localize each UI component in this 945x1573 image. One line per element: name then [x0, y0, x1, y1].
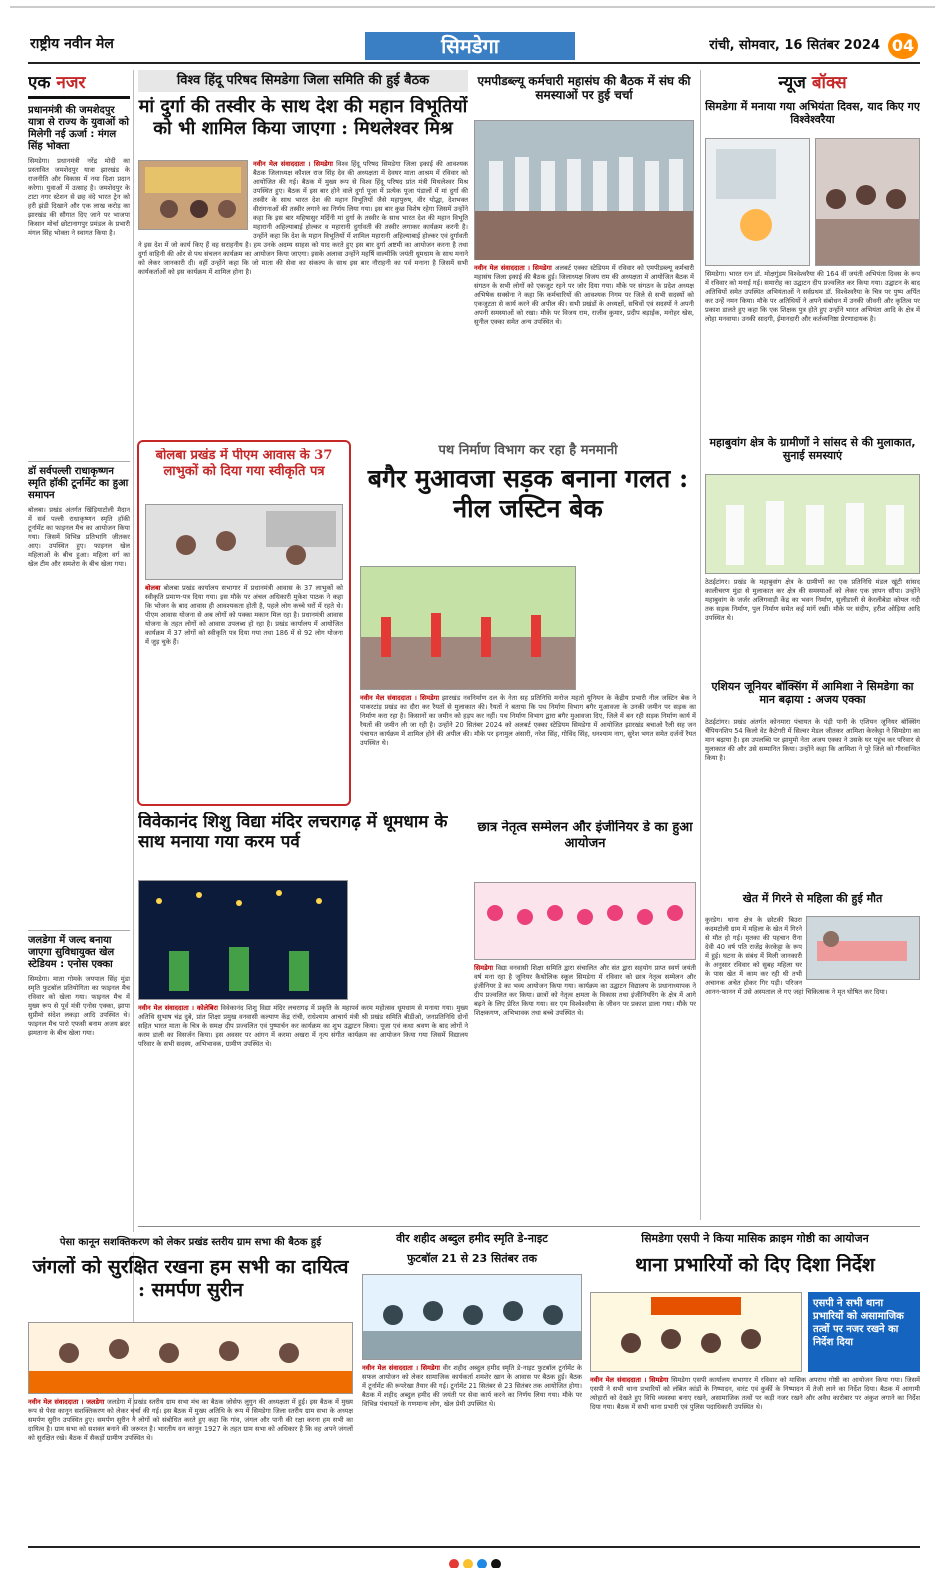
header-word-1: एक — [28, 73, 51, 93]
crime-story — [590, 1376, 920, 1536]
brief-item — [28, 105, 130, 457]
road-body: झारखंड नवनिर्माण दल के नेता सह प्रतिनिधि मनोज महतो यूनियन के केंद्रीय प्रभारी नील जस्टिन बेक ने पाकरटांड़ प्रखंड का दौरा कर रैयतों से मुलाकात की। रैयतों ने बताया कि पथ निर्माण विभाग बगैर मुआवजा के उनकी जमीन पर सड़क का निर्माण करा रहा है। किसानों का जमीन को हड़प कर नहीं। पथ निर्माण विभाग द्वारा बगैर मुआवजा दिए, जिले में बन रही सड़क निर्माण कार्य में रैयतों की जमीन ली जा रही है। उन्होंने 20 सितंबर 2024 को अलबर्ट एक्का स्टेडियम सिमडेगा में आयोजित झारखंड बचाओ रैली सह जन पंचायत कार्यक्रम में शामिल होने की अपील की। मौके पर इनामुल अंसारी, नरेश सिंह, गोविंद सिंह, धनश्याम नाग, सुरेश भगत समेत दर्जनों रैयत उपस्थित थे। — [360, 694, 696, 747]
death-headline: खेत में गिरने से महिला की हुई मौत — [742, 892, 883, 905]
divider — [28, 461, 130, 462]
engineer-day-photos — [705, 138, 920, 266]
masthead-rule — [28, 62, 920, 64]
amsa-byline: नवीन मेल संवाददाता । सिमडेगा — [474, 264, 552, 272]
crime-byline: नवीन मेल संवाददाता । सिमडेगा — [590, 1376, 669, 1384]
football-body: वीर शहीद अब्दुल हमीद स्मृति डे-नाइट फुटबॉल टूर्नामेंट के सफल आयोजन को लेकर सामाजिक कार्यकर्ता शमशेर खान के आवास पर बैठक हुई। बैठक में टूर्नामेंट की रूपरेखा तैयार की गई। टूर्नामेंट 21 सितंबर से 23 सितंबर तक आयोजित होगा। बैठक में शहीद अब्दुल हमीद की जयंती पर सेवा कार्य करने का निर्णय लिया गया। मौके पर विभिन्न पंचायतों के गणमान्य लोग, खेल प्रेमी उपस्थित थे। — [362, 1364, 582, 1408]
football-headline: फुटबॉल 21 से 23 सितंबर तक — [407, 1252, 537, 1265]
brief-item — [28, 466, 130, 926]
color-dot — [477, 1559, 487, 1568]
color-dot — [449, 1559, 459, 1568]
news-box-word-2: बॉक्स — [811, 73, 847, 93]
bolba-body: बोलबा प्रखंड कार्यालय सभागार में प्रधानमंत्री आवास के 37 लाभुकों को स्वीकृति प्रमाण-पत्र दिया गया। इस मौके पर अंचल अधिकारी मुकेश पाठक ने कहा कि भोजन के बाद आवास ही आवश्यकता होती है, पहले लोग कच्चे घरों में रहते थे। पीएम आवास योजना से अब लोगों को पक्का मकान मिल रहा है। प्रधानमंत्री आवास योजना के तहत लोगों को आवास उपलब्ध हो रहा है। प्रखंड कार्यालय में आयोजित कार्यक्रम में 37 लोगों को स्वीकृति पत्र दिया गया तथा 186 में से 92 लोग योजना में जुड़ चुके हैं। — [145, 584, 343, 646]
crime-callout: एसपी ने सभी थाना प्रभारियों को असामाजिक तत्वों पर नजर रखने का निर्देश दिया — [808, 1292, 920, 1372]
chhatra-headline: छात्र नेतृत्व सम्मेलन और इंजीनियर डे का हुआ आयोजन — [477, 820, 693, 851]
bolba-headline: बोलबा प्रखंड में पीएम आवास के 37 लाभुकों को दिया गया स्वीकृति पत्र — [155, 448, 333, 479]
forest-photo-img — [28, 1322, 353, 1394]
paper-name: राष्ट्रीय नवीन मेल — [30, 36, 114, 52]
crime-headline: थाना प्रभारियों को दिए दिशा निर्देश — [635, 1254, 875, 1276]
road-byline: नवीन मेल संवाददाता । सिमडेगा — [360, 694, 440, 702]
road-photo-img — [360, 566, 576, 690]
chhatra-story — [474, 964, 696, 1224]
bolba-photo-img — [145, 504, 343, 580]
issue-date: रांची, सोमवार, 16 सितंबर 2024 — [709, 38, 880, 53]
vhp-kicker: विश्व हिंदू परिषद सिमडेगा जिला समिति की हुई बैठक — [138, 70, 468, 92]
engineer-day-headline: सिमडेगा में मनाया गया अभियंता दिवस, याद किए गए विश्वेश्वरैया — [705, 100, 920, 127]
section-header — [28, 70, 130, 99]
forest-headline: जंगलों को सुरक्षित रखना हम सभी का दायित्व : समर्पण सुरीन — [32, 1256, 349, 1301]
amsa-body: अलबर्ट एक्का स्टेडियम में रविवार को एमपीडब्ल्यू कर्मचारी महासंघ जिला इकाई की बैठक हुई। जिलाध्यक्ष विजय राम की अध्यक्षता में आयोजित बैठक में संगठन के सभी लोगों को एकजुट रहने पर जोर दिया गया। मौके पर संगठन के प्रदेश अध्यक्ष अभिषेक सक्सेना ने कहा कि कर्मचारियों की आवश्यक निगम पर जिले से सभी सदस्यों को एकजुटता से कार्य करने की अपील की। सभी प्रखंडों के अध्यक्षों, सचिवों एवं सदस्यों ने अपनी अपनी समस्याओं को रखा। मौके पर विजय राम, राजीव कुमार, प्रदीप बड़ाईक, मनोहर खेस, सुनील एक्का समेत अन्य उपस्थित थे। — [474, 264, 694, 326]
football-photo-img — [362, 1274, 582, 1360]
amsa-photo-img — [474, 120, 694, 260]
crime-photo — [590, 1292, 802, 1372]
mp-meeting-photo — [705, 474, 920, 574]
football-photo — [362, 1274, 582, 1360]
mp-meeting-headline: महाबुवांग क्षेत्र के ग्रामीणों ने सांसद से की मुलाकात, सुनाई समस्याएं — [709, 436, 916, 463]
engineer-day-photo-2 — [815, 138, 920, 266]
karam-body: विवेकानंद शिशु विद्या मंदिर लचरागढ़ में प्रकृति के महापर्व करम महोत्सव धूमधाम से मनाया गया। मुख्य अतिथि सुभाष चंद्र दुबे, प्रांत शिक्षा प्रमुख वनवासी कल्याण केंद्र रांची, राधेश्याम आचार्य मंत्री श्री प्रखंड समिति बीडीओ, जनप्रतिनिधि दोनों सहित भारत माता के चित्र के समक्ष दीप प्रज्वलित एवं पुष्पार्चन कर कार्यक्रम का शुभ उद्घाटन किया। पूजा एवं कथा श्रवण के बाद लोगों ने करम डाली का विसर्जन किया। इस अवसर पर आंगन में करमा अखरा में नृत्य संगीत कार्यक्रम का आयोजन किया गया जिसमें विद्यालय परिवार के सभी सदस्य, अभिभावक, ग्रामीण उपस्थित थे। — [138, 1004, 468, 1048]
column-divider — [133, 70, 134, 1420]
color-dot — [491, 1559, 501, 1568]
death-photo — [806, 916, 920, 980]
chhatra-photo-img — [474, 882, 696, 960]
footer-rule — [28, 1546, 920, 1548]
football-byline: नवीन मेल संवाददाता । सिमडेगा — [362, 1364, 440, 1372]
forest-story — [28, 1398, 353, 1536]
brief-headline: जलडेगा में जल्द बनाया जाएगा सुविधायुक्त खेल स्टेडियम : एनोस एक्का — [28, 935, 115, 970]
boxing-headline: एशियन जूनियर बॉक्सिंग में आमिशा ने सिमडेगा का मान बढ़ाया : अजय एक्का — [711, 680, 914, 707]
chhatra-byline: सिमडेगा — [474, 964, 494, 972]
karam-headline: विवेकानंद शिशु विद्या मंदिर लचरागढ़ में धूमधाम के साथ मनाया गया करम पर्व — [138, 812, 448, 853]
brief-body: सिमडेगा। प्रधानमंत्री नरेंद्र मोदी का प्रस्तावित जमशेदपुर यात्रा झारखंड के राजनीति और विकास में नया दिशा प्रदान करेगा। युवाओं में उत्साह है। जमशेदपुर के टाटा नगर स्टेशन से छह वंदे भारत ट्रेन को हरी झंडी दिखाने और एक लाख करोड़ का झारखंड की सौगात दिए जाने पर भाजपा किसान मोर्चा छोटानागपुर प्रमंडल के प्रभारी मंगल सिंह भोक्ता ने स्वागत किया है। — [28, 157, 130, 237]
road-story — [360, 694, 696, 806]
brief-headline: डॉ सर्वपल्ली राधाकृष्णन स्मृति हॉकी टूर्नामेंट का हुआ समापन — [28, 466, 129, 501]
karam-byline: नवीन मेल संवाददाता । कोलेबिरा — [138, 1004, 218, 1012]
karam-story — [138, 1004, 468, 1224]
bolba-story — [145, 584, 343, 800]
engineer-day-photo-1 — [705, 138, 810, 266]
forest-body: जलडेगा में प्रखंड स्तरीय ग्राम सभा मंच का बैठक जोसेफ लुगुन की अध्यक्षता में हुई। इस बैठक में मुख्य रूप से पेसा कानून सशक्तिकरण को लेकर चर्चा की गई। इस बैठक में मुख्य अतिथि के रूप में सिमडेगा जिला स्तरीय ग्राम सभा के अध्यक्ष समर्पण सुरीन उपस्थित हुए। समर्पण सुरीन ने लोगों को संबोधित करते हुए कहा कि गांव, जंगल और पानी की रक्षा करना हम सभी का दायित्व है। ग्राम सभा को सशक्त बनाने की जरूरत है। भारतीय वन कानून 1927 के तहत ग्राम सभा को अधिकार है कि वह अपने जंगलों को सुरक्षित रखे। बैठक में सैकड़ों ग्रामीण उपस्थित थे। — [28, 1398, 353, 1442]
vhp-story — [138, 160, 468, 460]
chhatra-photo — [474, 882, 696, 960]
football-kicker: वीर शहीद अब्दुल हमीद स्मृति डे-नाइट — [396, 1232, 548, 1245]
road-kicker: पथ निर्माण विभाग कर रहा है मनमानी — [360, 440, 696, 460]
divider — [28, 930, 130, 931]
vhp-headline: मां दुर्गा की तस्वीर के साथ देश की महान विभूतियों को भी शामिल किया जाएगा : मिथलेश्वर मिश्र — [138, 96, 468, 139]
news-box-word-1: न्यूज — [778, 73, 806, 93]
color-dot — [463, 1559, 473, 1568]
engineer-day-body: सिमडेगा। भारत रत्न डॉ. मोक्षगुंडम विश्वेश्वरैया की 164 वीं जयंती अभियंता दिवस के रूप में रविवार को मनाई गई। समारोह का उद्घाटन दीप प्रज्वलित कर किया गया। उद्घाटन के बाद अतिथियों समेत उपस्थित अभियंताओं ने सर्वप्रथम डॉ. विश्वेश्वरैया के चित्र पर पुष्प अर्पित कर उन्हें नमन किया। मौके पर अतिथियों ने अपने संबोधन में उनकी जीवनी और कृतित्व पर प्रकाश डालते हुए कहा कि एक शिक्षक पुत्र होते हुए उन्होंने भारत अभियंता आदि के क्षेत्र में लोहा मनवाया। उनकी सादगी, ईमानदारी और कर्तव्यनिष्ठा प्रेरणादायक है। — [705, 270, 920, 323]
news-box-header — [705, 70, 920, 96]
road-headline: बगैर मुआवजा सड़क बनाना गलत : नील जस्टिन बेक — [367, 464, 689, 523]
bottom-section-rule — [138, 1226, 920, 1227]
header-word-2: नजर — [56, 73, 86, 93]
amsa-headline: एमपीडब्ल्यू कर्मचारी महासंघ की बैठक में संघ की समस्याओं पर हुई चर्चा — [477, 74, 691, 103]
road-photo — [360, 566, 576, 690]
bolba-photo — [145, 504, 343, 580]
crime-kicker: सिमडेगा एसपी ने किया मासिक क्राइम गोष्ठी का आयोजन — [641, 1232, 869, 1245]
bolba-byline: बोलबा — [145, 584, 161, 592]
football-story — [362, 1364, 582, 1536]
mp-meeting-body: ठेठईटांगर। प्रखंड के महाबुवांग क्षेत्र के ग्रामीणों का एक प्रतिनिधि मंडल खूंटी सांसद कालीचरण मुंडा से मुलाकात कर क्षेत्र की समस्याओं को लेकर एक ज्ञापन सौंपा। उन्होंने महाबुवांग के जर्जर अलिगवाड़ी केंद्र का भवन निर्माण, सुलीडाली से केरलीबेडा कोयल नदी तक सड़क निर्माण, पुल निर्माण समेत कई मांगें रखीं। मौके पर संदीप, हरीश ओड़िया आदि उपस्थित थे। — [705, 578, 920, 622]
death-story — [705, 916, 920, 1216]
vhp-body: विश्व हिंदू परिषद सिमडेगा जिला इकाई की आवश्यक बैठक जिलाध्यक्ष कौशल राज सिंह देव की अध्यक्षता में देवघर माता आश्रम में रविवार को आयोजित की गई। बैठक में मुख्य रूप से विश्व हिंदू परिषद प्रांत मंत्री मिथलेश्वर मिश्र उपस्थित हुए। बैठक में इस बार होने वाले दुर्गा पूजा में प्रत्येक पूजा पंडालों में मां दुर्गा की तस्वीर के साथ भारत देश की महान विभूतियों जैसे महापुरुष, वीर योद्धा, देशभक्त वीरांगनाओं की तस्वीर लगाने का निर्णय लिया गया। इस बार कुछ विशेष रहेगा जिसमें उन्होंने कहा कि इस बार महिषासुर मर्दिनी मां दुर्गा के तस्वीर के साथ भारत देश की महान विभूति महारानी अहिल्याबाई होल्कर व महारानी दुर्गावती की तस्वीर लगाकर कार्यक्रम करनी है। उन्होंने कहा कि देश के महान विभूतियों में शामिल महारानी अहिल्याबाई होल्कर एवं दुर्गावती ने इस देश में जो कार्य किए हैं वह सराहनीय है। हम उनके अदम्य साहस को याद करते हुए इस बार दुर्गा अष्टमी का आयोजन करना है तथा दुर्गा वाहिनी की ओर से पथ संचलन कार्यक्रम का आयोजन किया जाएगा। इसके अलावा उन्होंने महर्षि वाल्मीकि जयंती धूमधाम के साथ मनाने को लेकर जानकारी दी। वहीं उन्होंने कहा कि जो माता की सेवा का संकल्प के साथ इस बार नौराहनी का पर्व मनाना है जिसमें सभी कार्यकर्ताओं को इस कार्यक्रम में शामिल होना है। — [138, 160, 468, 276]
brief-headline: प्रधानमंत्री की जमशेदपुर यात्रा से राज्य के युवाओं को मिलेगी नई ऊर्जा : मंगल सिंह भोक्ता — [28, 105, 129, 152]
top-rule — [10, 6, 935, 8]
vhp-photo — [138, 160, 248, 230]
mp-meeting-photo-img — [705, 474, 920, 574]
karam-photo-img — [138, 880, 348, 1000]
chhatra-body: विद्या वनवासी शिक्षा समिति द्वारा संचालित और संत द्वारा सहयोग प्राप्त स्वर्ण जयंती वर्ष मना रहा है जूनियर कैथोलिक स्कूल सिमडेगा में रविवार को छात्र नेतृत्व सम्मेलन और इंजीनियर डे का भव्य आयोजन किया गया। कार्यक्रम का उद्घाटन विद्यालय के प्रधानाध्यापक ने दीप प्रज्वलित कर किया। छात्रों को नेतृत्व क्षमता के विकास तथा इंजीनियरिंग के क्षेत्र में आगे बढ़ने के लिए प्रेरित किया गया। सर एम विश्वेश्वरैया के जीवन पर प्रकाश डाला गया। मौके पर शिक्षकगण, अभिभावक तथा बच्चे उपस्थित थे। — [474, 964, 696, 1017]
crime-photo-img — [590, 1292, 802, 1372]
boxing-body: ठेठईटांगर। प्रखंड अंतर्गत कोनमारा पंचायत के पंड़ी पानी के एशियन जूनियर बॉक्सिंग चैंपियनशिप 54 किलो वेट कैटेगरी में सिल्वर मेडल जीतकर आमिशा केरकेट्टा ने सिमडेगा का मान बढ़ाया है। इस उपलब्धि पर झामुमो नेता अजय एक्का ने उसके घर पहुंच कर परिवार से मुलाकात की और उसे सम्मानित किया। उन्होंने कहा कि आमिशा ने पूरे जिले को गौरवान्वित किया है। — [705, 718, 920, 762]
death-body: कुरडेग। थाना क्षेत्र के छोटकी बिउरा कदमटोली ग्राम में महिला के खेत में गिरने से मौत हो गई। मृतका की पहचान रीना देवी 40 वर्ष पति राजेंद्र केरकेट्टा के रूप में हुई। घटना के संबंध में मिली जानकारी के अनुसार रविवार को सुबह महिला घर के पास खेत में काम कर रही थी तभी अचानक अचेत होकर गिर पड़ी। परिजन आनन-फानन में उसे अस्पताल ले गए जहां चिकित्सक ने मृत घोषित कर दिया। — [705, 916, 888, 996]
amsa-photo — [474, 120, 694, 260]
forest-photo — [28, 1322, 353, 1394]
section-title: सिमडेगा — [365, 32, 575, 60]
registration-marks — [430, 1554, 520, 1568]
column-divider — [700, 70, 701, 1220]
vhp-byline: नवीन मेल संवाददाता । सिमडेगा — [253, 160, 333, 168]
page-number: 04 — [888, 33, 918, 59]
karam-photo — [138, 880, 348, 1000]
amsa-story — [474, 264, 694, 454]
crime-body: सिमडेगा एसपी कार्यालय सभागार में रविवार को मासिक अपराध गोष्ठी का आयोजन किया गया। जिसमें एसपी ने सभी थाना प्रभारियों को लंबित कांडों के निष्पादन, वारंट एवं कुर्की के निष्पादन में तेजी लाने का निर्देश दिया। बैठक में आगामी त्योहारों को देखते हुए विधि व्यवस्था बनाए रखने, असामाजिक तत्वों पर कड़ी नजर रखने और अवैध कारोबार पर अंकुश लगाने का निर्देश दिया गया। बैठक में सभी थाना प्रभारी एवं पुलिस पदाधिकारी उपस्थित थे। — [590, 1376, 920, 1411]
brief-body: बोलबा। प्रखंड अंतर्गत खिंड़ियाटोली मैदान में सर्व पल्ली राधाकृष्णन स्मृति हॉकी टूर्नामेंट का फाइनल मैच का आयोजन किया गया। जिसमें विभिन्न प्रतिभागि जीतकर आए। उपस्थित हुए। फाइनल खेल महिलाओं के बीच हुआ। महिला वर्ग का खेल टीम और समशेरा के बीच खेला गया। — [28, 506, 130, 568]
forest-kicker: पेसा कानून सशक्तिकरण को लेकर प्रखंड स्तरीय ग्राम सभा की बैठक हुई — [28, 1232, 353, 1252]
brief-body: सिमडेगा। माता गोमके जयपाल सिंह मुंडा स्मृति फुटबॉल प्रतियोगिता का फाइनल मैच रविवार को खेला गया। फाइनल मैच में मुख्य रूप से पूर्व मंत्री एनोस एक्का, झापा सुप्रीमो संदेश लकड़ा आदि उपस्थित थे। फाइनल मैच पारो एफसी बनाम अजय ब्रदर झमताना के बीच खेला गया। — [28, 975, 130, 1037]
forest-byline: नवीन मेल संवाददाता । जलडेगा — [28, 1398, 105, 1406]
